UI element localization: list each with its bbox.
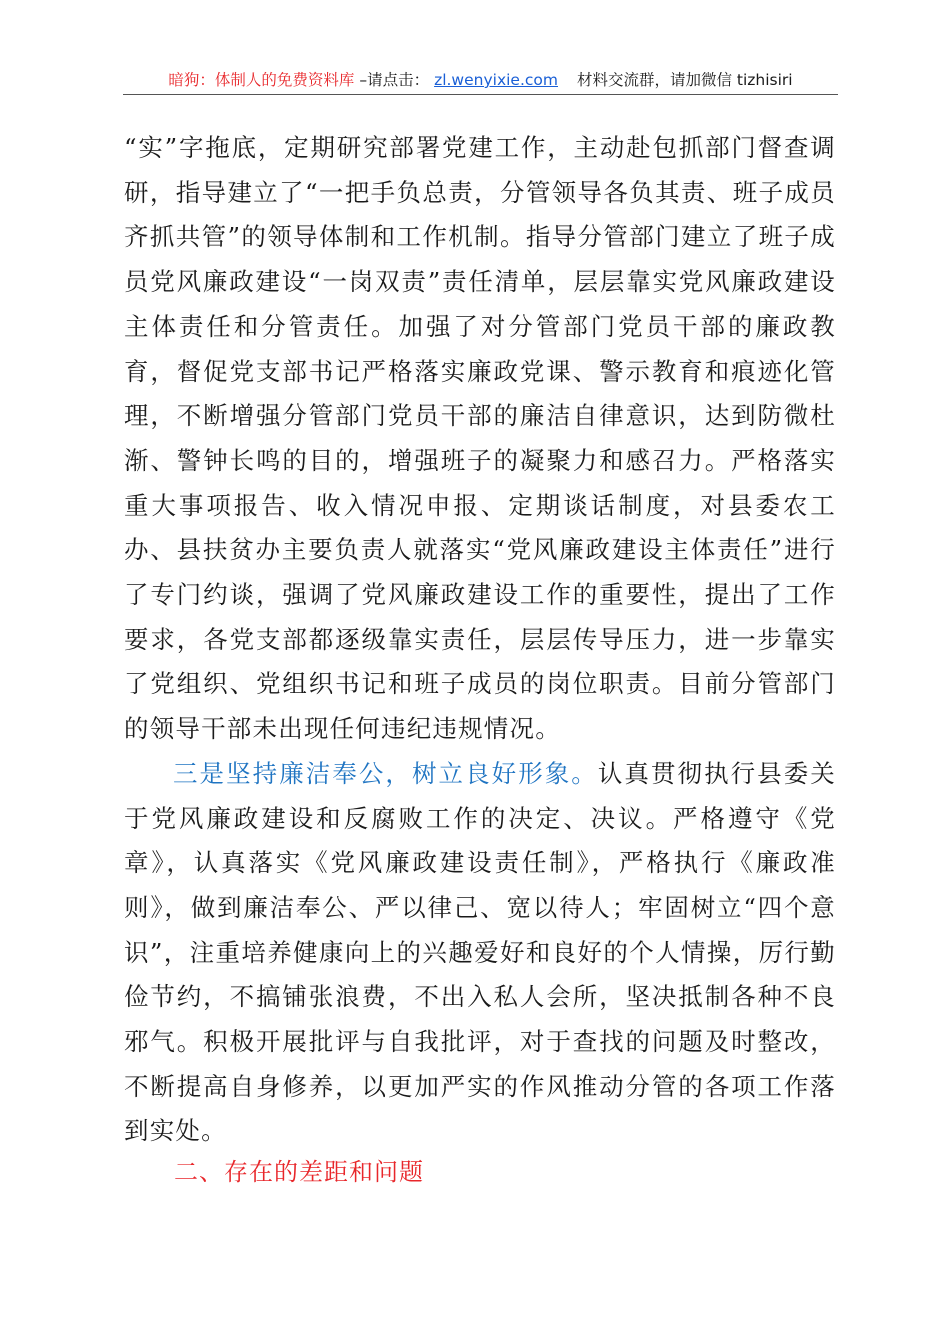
header-link[interactable]: zl.wenyixie.com bbox=[434, 71, 558, 89]
paragraph-three-body: 认真贯彻执行县委关于党风廉政建设和反腐败工作的决定、决议。严格遵守《党章》，认真落实《党风廉政建设责任制》，严格执行《廉政准则》，做到廉洁奉公、严以律己、宽以待人；牢固树立“四个意识”，注重培养健康向上的兴趣爱好和良好的个人情操，厉行勤俭节约，不搞铺张浪费，不出入私人会所，坚决抵制各种不良邪气。积极开展批评与自我批评，对于查找的问题及时整改，不断提高自身修养，以更加严实的作风推动分管的各项工作落到实处。 bbox=[124, 758, 836, 1146]
header-contact: 材料交流群，请加微信 tizhisiri bbox=[576, 71, 793, 89]
section-heading: 二、存在的差距和问题 bbox=[174, 1158, 424, 1186]
document-body bbox=[124, 126, 836, 1154]
paragraph-three-lead: 三是坚持廉洁奉公，树立良好形象。 bbox=[173, 758, 598, 788]
header-brand: 暗狗：体制人的免费资料库 bbox=[168, 71, 355, 89]
page-header bbox=[123, 66, 838, 95]
paragraph-three bbox=[124, 752, 836, 1154]
header-click-prompt: –请点击： bbox=[359, 71, 430, 89]
paragraph-continuation: “实”字拖底，定期研究部署党建工作，主动赴包抓部门督查调研，指导建立了“一把手负总责，分管领导各负其责、班子成员齐抓共管”的领导体制和工作机制。指导分管部门建立了班子成员党风廉政建设“一岗双责”责任清单，层层靠实党风廉政建设主体责任和分管责任。加强了对分管部门党员干部的廉政教育，督促党支部书记严格落实廉政党课、警示教育和痕迹化管理，不断增强分管部门党员干部的廉洁自律意识，达到防微杜渐、警钟长鸣的目的，增强班子的凝聚力和感召力。严格落实重大事项报告、收入情况申报、定期谈话制度，对县委农工办、县扶贫办主要负责人就落实“党风廉政建设主体责任”进行了专门约谈，强调了党风廉政建设工作的重要性，提出了工作要求，各党支部都逐级靠实责任，层层传导压力，进一步靠实了党组织、党组织书记和班子成员的岗位职责。目前分管部门的领导干部未出现任何违纪违规情况。 bbox=[124, 133, 836, 744]
